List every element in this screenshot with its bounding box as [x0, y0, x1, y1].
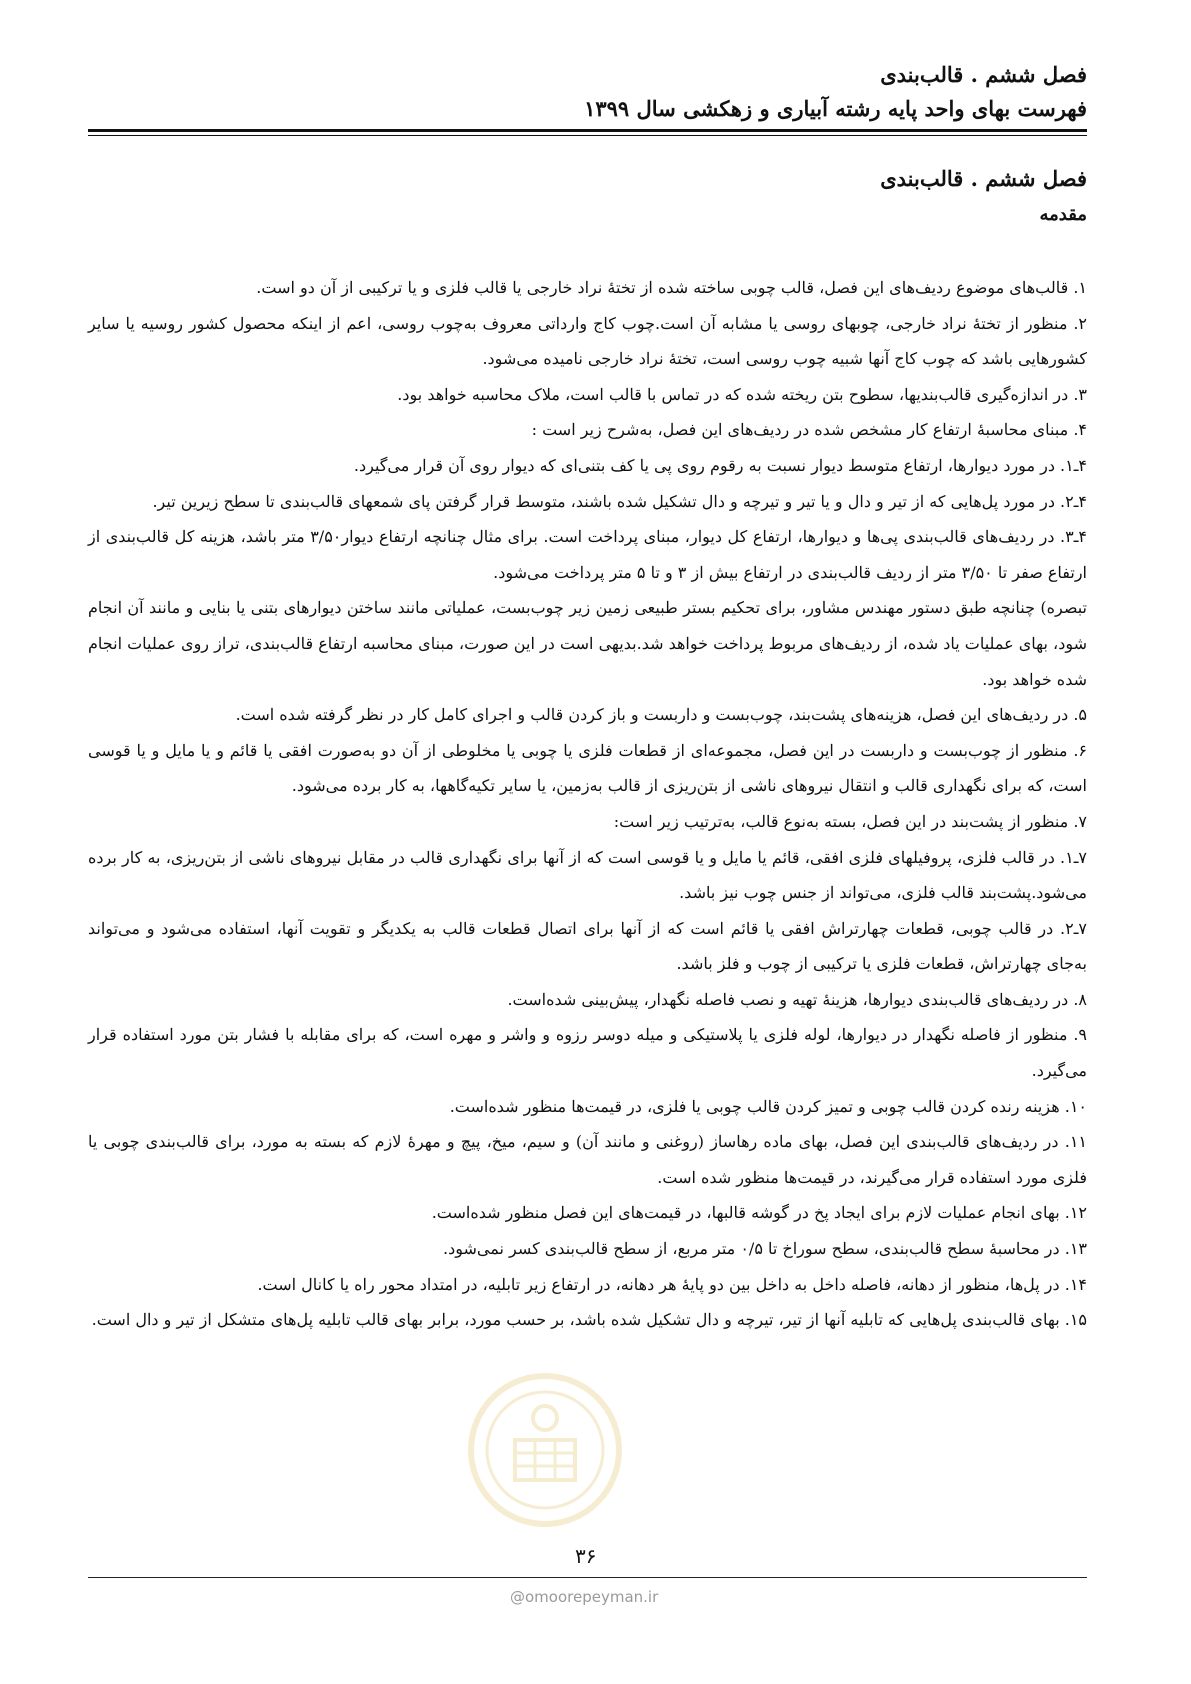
paragraph: ۴ـ۲. در مورد پل‌هایی که از تیر و دال و یا تیر و تیرچه و دال تشکیل شده باشند، متوسط قرار گرفتن پای شمعهای قالب‌بندی تا سطح زیرین تیر. [152, 491, 1087, 511]
page-number: ۳۶ [575, 1544, 597, 1568]
paragraph: ۱۴. در پل‌ها، منظور از دهانه، فاصله داخل به داخل بین دو پایهٔ هر دهانه، در ارتفاع زیر تابلیه، در امتداد محور راه یا کانال است. [257, 1274, 1087, 1294]
paragraph: ۶. منظور از چوب‌بست و داربست در این فصل، مجموعه‌ای از قطعات فلزی یا چوبی یا مخلوطی از آن دو به‌صورت افقی یا قائم و یا مایل و یا قوسی است، که برای نگهداری قالب و انتقال نیروهای ناشی از بتن‌ریزی از قالب به‌زمین، یا سایر تکیه‌گاهها، به کار برده می‌شود. [88, 740, 1087, 796]
seal-logo-icon [465, 1370, 625, 1530]
header-chapter: فصل ششم . قالب‌بندی [880, 62, 1087, 87]
paragraph: ۵. در ردیف‌های این فصل، هزینه‌های پشت‌بند، چوب‌بست و داربست و باز کردن قالب و اجرای کامل کار در نظر گرفته شده است. [235, 705, 1087, 725]
paragraph: ۴. مبنای محاسبهٔ ارتفاع کار مشخص شده در ردیف‌های این فصل، به‌شرح زیر است : [531, 420, 1087, 440]
paragraph: ۱۵. بهای قالب‌بندی پل‌هایی که تابلیه آنها از تیر، تیرچه و دال تشکیل شده باشد، بر حسب مورد، برابر بهای قالب تابلیه پل‌های متشکل از تیر و دال است. [91, 1310, 1087, 1330]
site-watermark-text[interactable]: @omoorepeyman.ir [510, 1588, 659, 1606]
paragraph: ۷ـ۱. در قالب فلزی، پروفیلهای فلزی افقی، قائم یا مایل و یا قوسی است که از آنها برای نگهداری قالب در مقابل نیروهای ناشی از بتن‌ریزی، به کار برده می‌شود.پشت‌بند قالب فلزی، می‌تواند از جنس چوب نیز باشد. [88, 847, 1087, 903]
paragraph: ۴ـ۱. در مورد دیوارها، ارتفاع متوسط دیوار نسبت به رقوم روی پی یا کف بتنی‌ای که دیوار روی آن قرار می‌گیرد. [353, 455, 1087, 475]
paragraph: ۳. در اندازه‌گیری قالب‌بندیها، سطوح بتن ریخته شده که در تماس با قالب است، ملاک محاسبه خواهد بود. [397, 384, 1087, 404]
footer-rule [88, 1577, 1087, 1578]
paragraph: تبصره) چنانچه طبق دستور مهندس مشاور، برای تحکیم بستر طبیعی زمین زیر چوب‌بست، عملیاتی مانند ساختن دیوارهای بتنی یا بنایی و مانند آن انجام شود، بهای عملیات یاد شده، از ردیف‌های مربوط پرداخت خواهد شد.بدیهی است در این صورت، مبنای محاسبه ارتفاع قالب‌بندی، تراز روی عملیات انجام شده خواهد بود. [88, 598, 1087, 689]
paragraph: ۷ـ۲. در قالب چوبی، قطعات چهارتراش افقی یا قائم است که از آنها برای اتصال قطعات قالب به یکدیگر و تقویت آنها، استفاده می‌شود و می‌تواند به‌جای چهارتراش، قطعات فلزی یا ترکیبی از چوب و فلز باشد. [88, 918, 1087, 974]
section-title: فصل ششم . قالب‌بندی [880, 166, 1087, 191]
header-rule-thick [88, 129, 1087, 132]
paragraph: ۸. در ردیف‌های قالب‌بندی دیوارها، هزینهٔ تهیه و نصب فاصله نگهدار، پیش‌بینی شده‌است. [507, 989, 1087, 1009]
paragraph: ۷. منظور از پشت‌بند در این فصل، بسته به‌نوع قالب، به‌ترتیب زیر است: [613, 811, 1087, 831]
paragraph: ۱۳. در محاسبهٔ سطح قالب‌بندی، سطح سوراخ تا ۰/۵ متر مربع، از سطح قالب‌بندی کسر نمی‌شود. [442, 1239, 1087, 1259]
paragraph: ۱۲. بهای انجام عملیات لازم برای ایجاد پخ در گوشه قالبها، در قیمت‌های این فصل منظور شده‌است. [431, 1203, 1087, 1223]
paragraph: ۲. منظور از تختهٔ نراد خارجی، چوبهای روسی یا مشابه آن است.چوب کاج وارداتی معروف به‌چوب روسی، اعم از اینکه محصول کشور روسیه یا سایر کشورهایی باشد که چوب کاج آنها شبیه چوب روسی است، تختهٔ نراد خارجی نامیده می‌شود. [88, 313, 1087, 369]
paragraph: ۹. منظور از فاصله نگهدار در دیوارها، لوله فلزی یا پلاستیکی و میله دوسر رزوه و واشر و مهره است، که برای مقابله با فشار بتن مورد استفاده قرار می‌گیرد. [88, 1025, 1088, 1081]
header-catalog: فهرست بهای واحد پایه رشته آبیاری و زهکشی سال ۱۳۹۹ [584, 96, 1087, 121]
paragraph: ۱۱. در ردیف‌های قالب‌بندی این فصل، بهای ماده رهاساز (روغنی و مانند آن) و سیم، میخ، پیچ و مهرهٔ لازم که بسته به مورد، برای قالب‌بندی چوبی یا فلزی مورد استفاده قرار می‌گیرند، در قیمت‌ها منظور شده است. [88, 1132, 1087, 1187]
paragraph: ۴ـ۳. در ردیف‌های قالب‌بندی پی‌ها و دیوارها، ارتفاع کل دیوار، مبنای پرداخت است. برای مثال چنانچه ارتفاع دیوار۳/۵۰ متر باشد، هزینه کل قالب‌بندی از ارتفاع صفر تا ۳/۵۰ متر از ردیف قالب‌بندی در ارتفاع بیش از ۳ و تا ۵ متر پرداخت می‌شود. [88, 527, 1087, 582]
header-rule-thin [88, 135, 1087, 136]
paragraph: ۱. قالب‌های موضوع ردیف‌های این فصل، قالب چوبی ساخته شده از تختهٔ نراد خارجی یا قالب فلزی و یا ترکیبی از آن دو است. [256, 278, 1087, 297]
paragraph: ۱۰. هزینه رنده کردن قالب چوبی و تمیز کردن قالب چوبی یا فلزی، در قیمت‌ها منظور شده‌است. [449, 1096, 1087, 1116]
running-header [88, 58, 1087, 126]
section-subtitle: مقدمه [1039, 204, 1087, 225]
body-text [88, 270, 1087, 1338]
